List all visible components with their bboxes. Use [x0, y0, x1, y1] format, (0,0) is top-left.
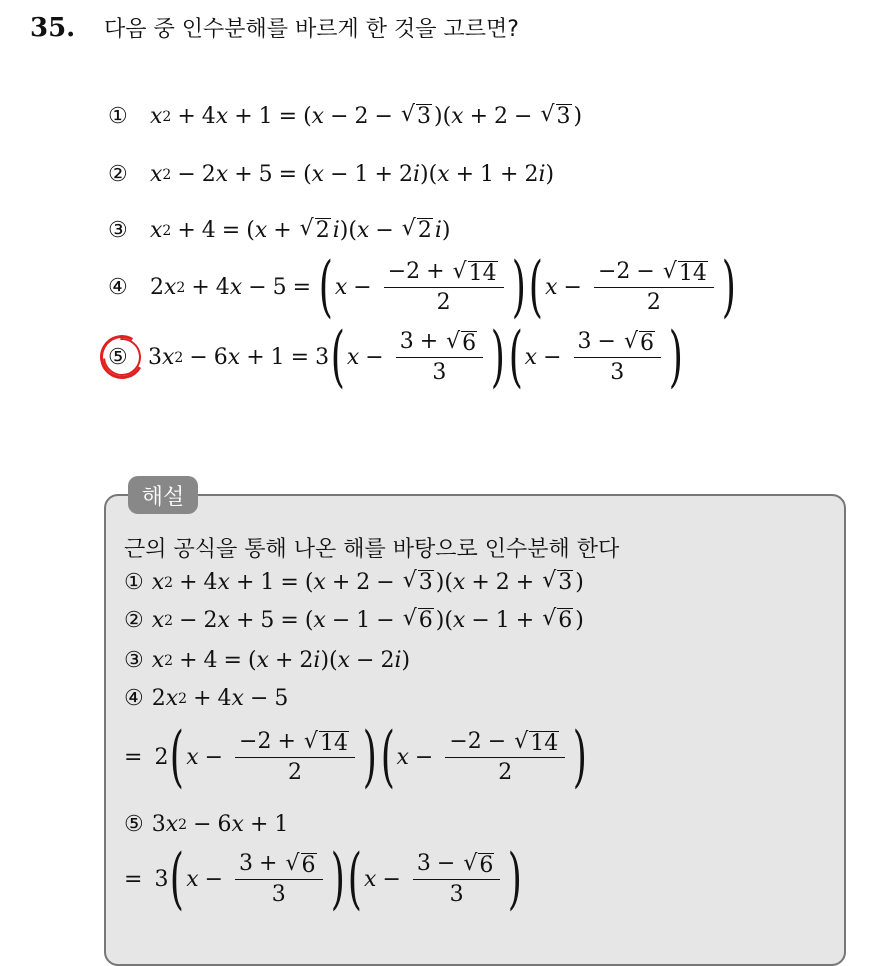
explanation-item-3 [124, 648, 410, 673]
explanation-expr-5a: 3 x 2 − 6 x + 1 [151, 812, 289, 837]
choice-5-mark [108, 345, 148, 370]
explanation-mark-2: ② [124, 608, 144, 633]
explanation-item-5-result [124, 840, 524, 918]
explanation-expr-1: x 2 + 4 x + 1 = ( x + 2 − √ 3 )( x + 2 + √ 3 ) [151, 568, 584, 596]
explanation-item-1 [124, 570, 584, 595]
explanation-mark-5: ⑤ [124, 812, 144, 837]
question-text: 다음 중 인수분해를 바르게 한 것을 고르면? [104, 17, 519, 42]
explanation-item-5 [124, 812, 288, 837]
explanation-tag: 해설 [128, 476, 198, 514]
choice-4-expression: 2 x 2 + 4 x − 5 = ( x − −2 + √ 14 2 ) ( x − −2 − √ 14 2 ) [150, 248, 736, 326]
choice-4[interactable] [108, 248, 738, 326]
explanation-expr-2: x 2 − 2 x + 5 = ( x − 1 − √ 6 )( x − 1 + √ 6 ) [151, 606, 584, 634]
explanation-expr-3: x 2 + 4 = ( x + 2 i )( x − 2 i ) [151, 648, 411, 673]
explanation-mark-1: ① [124, 570, 144, 595]
explanation-expr-4a: 2 x 2 + 4 x − 5 [151, 686, 289, 711]
explanation-item-2 [124, 608, 584, 633]
explanation-intro: 근의 공식을 통해 나온 해를 바탕으로 인수분해 한다 [124, 537, 620, 562]
explanation-item-4-result [124, 718, 589, 796]
choice-1[interactable] [108, 104, 582, 129]
choice-1-mark: ① [108, 104, 128, 129]
question-header [30, 12, 519, 43]
choice-5-expression: 3 x 2 − 6 x + 1 = 3 ( x − 3 + √ 6 3 ) ( x − 3 − √ 6 3 ) [148, 318, 683, 396]
choice-3-expression: x 2 + 4 = ( x + √ 2 i )( x − √ 2 i ) [150, 216, 451, 244]
choice-3-mark: ③ [108, 218, 128, 243]
answer-circle-stroke [95, 330, 149, 384]
choice-5-mark-text: ⑤ [108, 345, 128, 371]
choice-2-expression: x 2 − 2 x + 5 = ( x − 1 + 2 i )( x + 1 + 2 i ) [150, 162, 555, 187]
explanation-mark-3: ③ [124, 648, 144, 673]
choice-4-mark: ④ [108, 275, 128, 301]
explanation-mark-4: ④ [124, 686, 144, 711]
explanation-item-4 [124, 686, 288, 711]
choice-1-expression: x 2 + 4 x + 1 = ( x − 2 − √ 3 )( x + 2 − √ 3 ) [150, 102, 583, 130]
choice-2[interactable] [108, 162, 554, 187]
choice-2-mark: ② [108, 162, 128, 187]
explanation-expr-4b: = 2 ( x − −2 + √ 14 2 ) ( x − −2 − √ 14 2 ) [124, 718, 588, 796]
explanation-expr-5b: = 3 ( x − 3 + √ 6 3 ) ( x − 3 − √ 6 3 ) [124, 840, 523, 918]
choice-5[interactable] [108, 318, 685, 396]
question-number: 35. [30, 13, 76, 43]
explanation-intro-line [124, 532, 619, 563]
choice-3[interactable] [108, 218, 450, 243]
